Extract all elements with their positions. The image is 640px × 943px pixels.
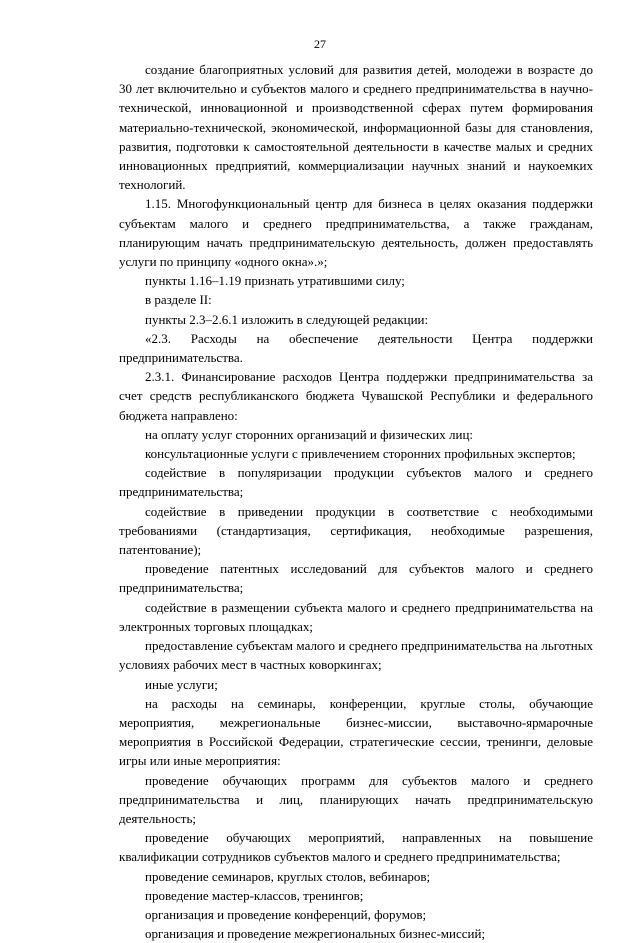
- paragraph: 2.3.1. Финансирование расходов Центра поддержки предпринимательства за счет средств республиканского бюджета Чувашской Республики и федерального бюджета направлено:: [119, 369, 593, 423]
- paragraph: пункты 2.3–2.6.1 изложить в следующей редакции:: [145, 311, 429, 327]
- paragraph: «2.3. Расходы на обеспечение деятельности Центра поддержки предпринимательства.: [119, 330, 593, 366]
- paragraph: содействие в приведении продукции в соответствие с необходимыми требованиями (стандартизация, сертификация, необходимые разрешения, патентование);: [119, 503, 593, 558]
- paragraph: проведение мастер-классов, тренингов;: [145, 887, 364, 903]
- paragraph: иные услуги;: [145, 676, 218, 692]
- paragraph: предоставление субъектам малого и среднего предпринимательства на льготных условиях рабочих мест в частных коворкингах;: [119, 638, 593, 673]
- paragraph: в разделе II:: [145, 292, 212, 308]
- paragraph: создание благоприятных условий для развития детей, молодежи в возрасте до 30 лет включительно и субъектов малого и среднего предпринимательства в научно-технической, инновационной и производственной сферах путем формирования материально-технической, экономической, информационной базы для становления, развития, подготовки к самостоятельной деятельности в качестве малых и средних инновационных предприятий, коммерциализации научных знаний и наукоемких технологий.: [119, 62, 593, 193]
- paragraph: проведение патентных исследований для субъектов малого и среднего предпринимательства;: [119, 561, 593, 596]
- paragraph: проведение обучающих мероприятий, направленных на повышение квалификации сотрудников субъектов малого и среднего предпринимательства;: [119, 830, 593, 865]
- document-body: [119, 60, 593, 943]
- paragraph: проведение семинаров, круглых столов, вебинаров;: [145, 868, 431, 884]
- paragraph: организация и проведение межрегиональных бизнес-миссий;: [145, 926, 486, 942]
- page-number: 27: [314, 37, 326, 51]
- paragraph: консультационные услуги с привлечением сторонних профильных экспертов;: [145, 446, 576, 462]
- paragraph: пункты 1.16–1.19 признать утратившими силу;: [145, 273, 405, 289]
- paragraph: 1.15. Многофункциональный центр для бизнеса в целях оказания поддержки субъектам малого и среднего предпринимательства, а также гражданам, планирующим начать предпринимательскую деятельность, должен предоставлять услуги по принципу «одного окна».»;: [119, 196, 593, 270]
- paragraph: на расходы на семинары, конференции, круглые столы, обучающие мероприятия, межрегиональные бизнес-миссии, выставочно-ярмарочные мероприятия в Российской Федерации, стратегические сессии, тренинги, деловые игры или иные мероприятия:: [119, 695, 593, 769]
- paragraph: содействие в размещении субъекта малого и среднего предпринимательства на электронных торговых площадках;: [119, 599, 593, 634]
- paragraph: организация и проведение конференций, форумов;: [145, 906, 427, 922]
- paragraph: содействие в популяризации продукции субъектов малого и среднего предпринимательства;: [119, 465, 593, 500]
- paragraph: проведение обучающих программ для субъектов малого и среднего предпринимательства и лиц, планирующих начать предпринимательскую деятельность;: [119, 772, 593, 826]
- paragraph: на оплату услуг сторонних организаций и физических лиц:: [145, 426, 474, 442]
